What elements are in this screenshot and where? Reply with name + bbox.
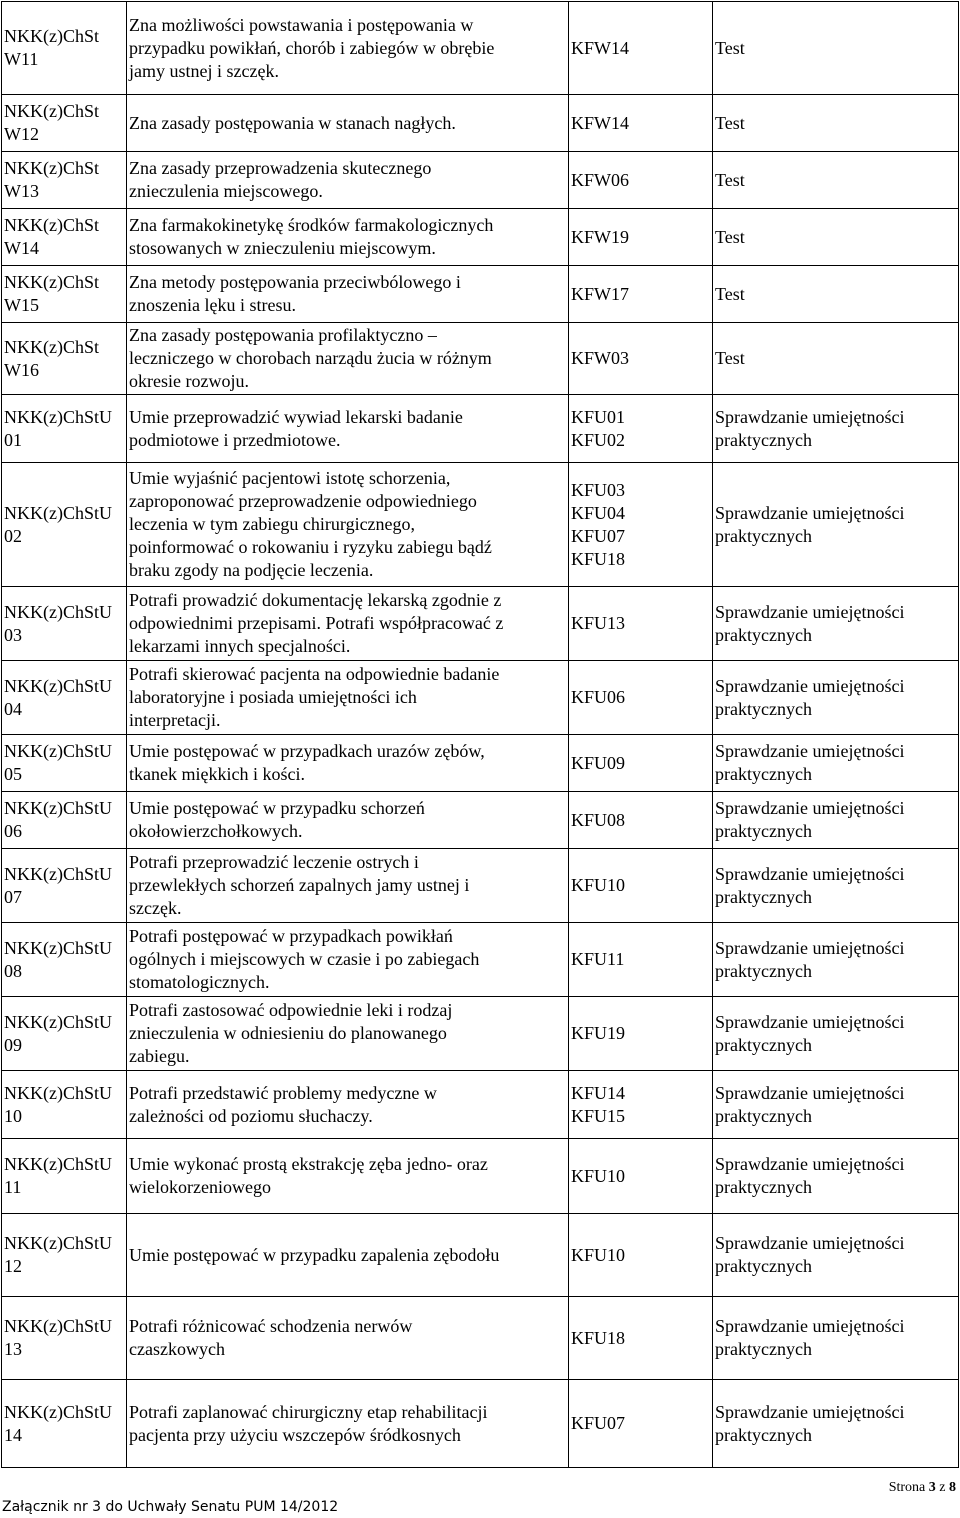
outcome-code-line: 09 <box>4 1034 22 1055</box>
outcome-code-line: 14 <box>4 1424 22 1445</box>
verification-method-line: Sprawdzanie umiejętności <box>715 1011 905 1032</box>
outcome-code-cell <box>2 997 127 1071</box>
outcome-reference-line: KFU04 <box>571 502 626 523</box>
outcome-description-line: Zna możliwości powstawania i postępowania w <box>129 14 474 35</box>
outcome-code-line: 05 <box>4 764 22 784</box>
outcome-reference-cell <box>569 923 713 997</box>
verification-method-cell <box>713 463 959 587</box>
outcome-reference-cell <box>569 95 713 152</box>
outcome-code-line: NKK(z)ChSt <box>4 215 99 235</box>
table-body <box>2 2 959 1468</box>
outcome-reference-line: KFW17 <box>571 283 629 304</box>
verification-method-line: Sprawdzanie umiejętności <box>715 406 905 427</box>
outcome-code-line: NKK(z)ChStU <box>4 601 112 622</box>
verification-method-cell <box>713 2 959 95</box>
verification-method-line: Test <box>715 226 745 247</box>
verification-method-line: Sprawdzanie umiejętności <box>715 502 905 523</box>
verification-method-line: Test <box>715 283 745 304</box>
page-prefix: Strona <box>888 1480 929 1495</box>
outcome-description-cell <box>127 463 569 587</box>
verification-method-line: praktycznych <box>715 1339 812 1359</box>
outcome-code-cell <box>2 735 127 792</box>
verification-method-cell <box>713 395 959 463</box>
verification-method-line: praktycznych <box>715 698 812 719</box>
outcome-description-line: znoszenia lęku i stresu. <box>129 295 296 315</box>
outcome-reference-cell <box>569 1071 713 1139</box>
outcome-code-line: 13 <box>4 1339 22 1359</box>
outcome-code-cell <box>2 2 127 95</box>
outcome-code-line: 12 <box>4 1256 22 1276</box>
outcome-description-line: stosowanych w znieczuleniu miejscowym. <box>129 238 436 258</box>
outcome-description-line: ogólnych i miejscowych w czasie i po zabiegach <box>129 949 480 969</box>
outcome-code-line: NKK(z)ChStU <box>4 937 112 958</box>
outcome-reference-line: KFU10 <box>571 875 626 895</box>
outcome-description-line: Umie przeprowadzić wywiad lekarski badanie <box>129 406 463 427</box>
outcome-code-line: NKK(z)ChSt <box>4 158 99 178</box>
outcome-description-line: Umie wyjaśnić pacjentowi istotę schorzenia, <box>129 468 451 488</box>
outcome-reference-line: KFW14 <box>571 37 629 58</box>
outcome-description-line: tkanek miękkich i kości. <box>129 764 305 784</box>
verification-method-cell <box>713 997 959 1071</box>
outcome-code-line: NKK(z)ChStU <box>4 502 112 523</box>
outcome-description-cell <box>127 923 569 997</box>
outcome-description-line: jamy ustnej i szczęk. <box>129 60 279 81</box>
outcome-reference-line: KFW06 <box>571 169 629 190</box>
outcome-description-line: zabiegu. <box>129 1046 190 1066</box>
outcome-code-cell <box>2 587 127 661</box>
outcome-description-line: Potrafi przeprowadzić leczenie ostrych i <box>129 852 419 872</box>
table-row <box>2 849 959 923</box>
outcome-reference-line: KFW14 <box>571 112 629 133</box>
outcome-description-line: okresie rozwoju. <box>129 371 249 391</box>
outcome-code-line: NKK(z)ChStU <box>4 675 112 696</box>
outcome-description-line: wielokorzeniowego <box>129 1177 271 1197</box>
outcome-code-cell <box>2 792 127 849</box>
outcome-reference-cell <box>569 1139 713 1214</box>
outcome-code-line: W12 <box>4 124 39 144</box>
verification-method-line: praktycznych <box>715 960 812 981</box>
outcome-description-line: przewlekłych schorzeń zapalnych jamy ustnej i <box>129 875 470 895</box>
outcome-description-cell <box>127 209 569 266</box>
outcome-reference-line: KFU18 <box>571 548 626 569</box>
outcome-description-line: Potrafi przedstawić problemy medyczne w <box>129 1082 437 1103</box>
outcome-description-line: poinformować o rokowaniu i ryzyku zabiegu bądź <box>129 537 492 557</box>
table-row <box>2 266 959 323</box>
outcome-reference-line: KFU01 <box>571 406 626 427</box>
outcome-code-line: 07 <box>4 886 22 907</box>
outcome-code-cell <box>2 95 127 152</box>
verification-method-line: praktycznych <box>715 764 812 784</box>
outcome-code-line: 02 <box>4 525 22 546</box>
outcome-code-line: W11 <box>4 49 39 69</box>
verification-method-cell <box>713 923 959 997</box>
outcome-description-cell <box>127 2 569 95</box>
verification-method-line: Sprawdzanie umiejętności <box>715 798 905 818</box>
outcome-reference-line: KFU02 <box>571 429 626 450</box>
outcome-code-line: 06 <box>4 821 22 841</box>
table-row <box>2 1139 959 1214</box>
outcome-code-cell <box>2 209 127 266</box>
outcome-code-line: NKK(z)ChStU <box>4 863 112 884</box>
outcome-reference-cell <box>569 1380 713 1468</box>
outcome-reference-cell <box>569 587 713 661</box>
table-row <box>2 2 959 95</box>
outcome-description-line: Umie wykonać prostą ekstrakcję zęba jedno- oraz <box>129 1154 488 1174</box>
verification-method-line: praktycznych <box>715 1105 812 1126</box>
outcome-description-line: Potrafi skierować pacjenta na odpowiednie badanie <box>129 664 500 684</box>
verification-method-line: Sprawdzanie umiejętności <box>715 1154 905 1174</box>
verification-method-line: praktycznych <box>715 821 812 841</box>
outcome-description-line: szczęk. <box>129 898 182 918</box>
verification-method-cell <box>713 1380 959 1468</box>
verification-method-line: praktycznych <box>715 886 812 907</box>
outcome-reference-line: KFU03 <box>571 479 626 500</box>
outcome-reference-cell <box>569 1214 713 1297</box>
outcome-code-line: W13 <box>4 181 39 201</box>
outcome-description-cell <box>127 1380 569 1468</box>
page-total: 8 <box>949 1480 956 1495</box>
verification-method-line: praktycznych <box>715 1034 812 1055</box>
table-row <box>2 152 959 209</box>
outcome-reference-line: KFU07 <box>571 1413 626 1433</box>
outcome-code-cell <box>2 923 127 997</box>
table-row <box>2 463 959 587</box>
verification-method-cell <box>713 661 959 735</box>
outcome-description-line: odpowiednimi przepisami. Potrafi współpracować z <box>129 613 504 633</box>
outcome-code-cell <box>2 152 127 209</box>
outcome-code-line: 10 <box>4 1105 22 1126</box>
outcome-reference-cell <box>569 735 713 792</box>
outcome-reference-cell <box>569 395 713 463</box>
outcome-description-line: Zna zasady postępowania w stanach nagłych. <box>129 112 456 133</box>
outcome-description-line: zależności od poziomu słuchaczy. <box>129 1105 373 1126</box>
outcome-code-cell <box>2 463 127 587</box>
outcome-description-cell <box>127 266 569 323</box>
outcome-description-cell <box>127 395 569 463</box>
outcome-code-line: NKK(z)ChStU <box>4 1154 112 1174</box>
outcome-code-cell <box>2 661 127 735</box>
outcome-code-line: 03 <box>4 624 22 645</box>
outcome-code-line: NKK(z)ChSt <box>4 336 99 357</box>
outcome-description-line: leczenia w tym zabiegu chirurgicznego, <box>129 514 416 534</box>
verification-method-line: praktycznych <box>715 429 812 450</box>
table-row <box>2 661 959 735</box>
outcome-description-cell <box>127 1139 569 1214</box>
outcome-reference-line: KFU10 <box>571 1244 626 1265</box>
outcome-code-cell <box>2 1297 127 1380</box>
outcome-code-line: 01 <box>4 429 22 450</box>
outcome-code-line: 11 <box>4 1177 22 1197</box>
verification-method-cell <box>713 323 959 395</box>
outcome-description-line: Umie postępować w przypadkach urazów zębów, <box>129 741 485 761</box>
outcome-reference-line: KFU07 <box>571 525 626 546</box>
outcome-description-cell <box>127 735 569 792</box>
outcome-description-line: stomatologicznych. <box>129 972 270 992</box>
outcome-reference-line: KFU13 <box>571 613 626 633</box>
outcome-code-cell <box>2 395 127 463</box>
outcome-reference-line: KFU08 <box>571 809 626 830</box>
verification-method-line: Sprawdzanie umiejętności <box>715 1082 905 1103</box>
outcome-description-line: Potrafi zaplanować chirurgiczny etap rehabilitacji <box>129 1401 488 1422</box>
outcome-reference-line: KFW03 <box>571 348 629 368</box>
outcome-reference-cell <box>569 849 713 923</box>
table-row <box>2 923 959 997</box>
outcome-code-line: 04 <box>4 698 22 719</box>
verification-method-cell <box>713 1214 959 1297</box>
outcome-reference-cell <box>569 2 713 95</box>
outcome-description-cell <box>127 95 569 152</box>
outcome-code-cell <box>2 1071 127 1139</box>
outcome-description-line: braku zgody na podjęcie leczenia. <box>129 560 374 580</box>
verification-method-line: Test <box>715 348 745 368</box>
verification-method-line: praktycznych <box>715 1424 812 1445</box>
verification-method-cell <box>713 735 959 792</box>
outcome-code-line: NKK(z)ChStU <box>4 1011 112 1032</box>
verification-method-cell <box>713 1071 959 1139</box>
table-row <box>2 323 959 395</box>
outcome-description-cell <box>127 661 569 735</box>
outcome-reference-cell <box>569 997 713 1071</box>
outcome-description-line: leczniczego w chorobach narządu żucia w różnym <box>129 348 492 368</box>
outcome-description-cell <box>127 1071 569 1139</box>
outcome-description-line: okołowierzchołkowych. <box>129 821 303 841</box>
outcome-description-line: Potrafi zastosować odpowiednie leki i rodzaj <box>129 1000 453 1020</box>
verification-method-line: praktycznych <box>715 525 812 546</box>
footer-attachment-note: Załącznik nr 3 do Uchwały Senatu PUM 14/2012 <box>2 1499 339 1515</box>
verification-method-line: praktycznych <box>715 1177 812 1197</box>
outcome-code-line: NKK(z)ChStU <box>4 1082 112 1103</box>
outcome-reference-cell <box>569 1297 713 1380</box>
outcome-code-line: W15 <box>4 295 39 315</box>
outcome-code-line: NKK(z)ChStU <box>4 741 112 761</box>
outcome-reference-line: KFW19 <box>571 226 629 247</box>
table-row <box>2 95 959 152</box>
outcome-description-line: interpretacji. <box>129 710 221 730</box>
outcome-code-line: NKK(z)ChSt <box>4 101 99 121</box>
outcome-description-cell <box>127 849 569 923</box>
outcome-description-line: zaproponować przeprowadzenie odpowiedniego <box>129 491 477 511</box>
outcome-code-cell <box>2 1214 127 1297</box>
outcome-description-line: lekarzami innych specjalności. <box>129 636 351 656</box>
outcome-description-line: laboratoryjne i posiada umiejętności ich <box>129 687 417 707</box>
outcome-description-cell <box>127 152 569 209</box>
outcome-reference-cell <box>569 463 713 587</box>
outcome-description-line: Zna farmakokinetykę środków farmakologicznych <box>129 215 494 235</box>
outcome-reference-line: KFU14 <box>571 1082 626 1103</box>
verification-method-line: Test <box>715 169 745 190</box>
outcome-description-line: Umie postępować w przypadku schorzeń <box>129 798 425 818</box>
table-row <box>2 1380 959 1468</box>
outcome-reference-line: KFU10 <box>571 1165 626 1186</box>
table-row <box>2 792 959 849</box>
outcome-reference-line: KFU15 <box>571 1105 626 1126</box>
outcome-description-cell <box>127 323 569 395</box>
page-number <box>889 1480 956 1496</box>
verification-method-line: Sprawdzanie umiejętności <box>715 937 905 958</box>
outcome-code-line: 08 <box>4 960 22 981</box>
outcome-description-line: Potrafi postępować w przypadkach powikłań <box>129 926 453 946</box>
outcome-description-line: Zna zasady postępowania profilaktyczno – <box>129 325 437 345</box>
verification-method-line: Test <box>715 112 745 133</box>
outcome-description-line: czaszkowych <box>129 1339 225 1359</box>
verification-method-line: praktycznych <box>715 1256 812 1276</box>
page-current: 3 <box>928 1480 936 1495</box>
outcome-reference-line: KFU19 <box>571 1023 626 1043</box>
outcome-description-line: Umie postępować w przypadku zapalenia zębodołu <box>129 1244 500 1265</box>
outcome-code-line: NKK(z)ChSt <box>4 272 99 292</box>
outcome-reference-cell <box>569 266 713 323</box>
verification-method-cell <box>713 792 959 849</box>
verification-method-line: Sprawdzanie umiejętności <box>715 675 905 696</box>
verification-method-cell <box>713 152 959 209</box>
verification-method-line: praktycznych <box>715 624 812 645</box>
outcome-code-line: NKK(z)ChSt <box>4 26 99 46</box>
outcome-code-cell <box>2 266 127 323</box>
table-row <box>2 587 959 661</box>
outcome-reference-line: KFU06 <box>571 687 626 707</box>
outcome-description-line: przypadku powikłań, chorób i zabiegów w obrębie <box>129 37 495 58</box>
table-row <box>2 1297 959 1380</box>
outcome-reference-cell <box>569 209 713 266</box>
outcome-description-line: Zna zasady przeprowadzenia skutecznego <box>129 158 432 178</box>
verification-method-cell <box>713 587 959 661</box>
outcome-code-line: NKK(z)ChStU <box>4 406 112 427</box>
verification-method-cell <box>713 1297 959 1380</box>
outcome-reference-cell <box>569 323 713 395</box>
outcome-reference-cell <box>569 661 713 735</box>
outcome-code-line: NKK(z)ChStU <box>4 1401 112 1422</box>
outcome-description-line: Potrafi prowadzić dokumentację lekarską zgodnie z <box>129 590 502 610</box>
table-row <box>2 209 959 266</box>
outcome-description-cell <box>127 1297 569 1380</box>
outcome-code-line: W16 <box>4 359 39 380</box>
table-row <box>2 395 959 463</box>
outcome-code-line: W14 <box>4 238 39 258</box>
outcome-reference-cell <box>569 792 713 849</box>
outcome-description-cell <box>127 587 569 661</box>
verification-method-line: Test <box>715 37 745 58</box>
verification-method-line: Sprawdzanie umiejętności <box>715 1316 905 1336</box>
table-row <box>2 997 959 1071</box>
verification-method-line: Sprawdzanie umiejętności <box>715 1233 905 1253</box>
outcome-description-line: Zna metody postępowania przeciwbólowego i <box>129 272 461 292</box>
outcome-description-line: podmiotowe i przedmiotowe. <box>129 429 341 450</box>
outcome-description-cell <box>127 997 569 1071</box>
verification-method-cell <box>713 209 959 266</box>
outcome-description-cell <box>127 1214 569 1297</box>
table-row <box>2 735 959 792</box>
outcome-code-cell <box>2 323 127 395</box>
outcome-reference-cell <box>569 152 713 209</box>
verification-method-line: Sprawdzanie umiejętności <box>715 741 905 761</box>
outcome-code-line: NKK(z)ChStU <box>4 798 112 818</box>
table-row <box>2 1071 959 1139</box>
learning-outcomes-table <box>1 1 959 1468</box>
outcome-code-cell <box>2 1380 127 1468</box>
outcome-reference-line: KFU18 <box>571 1327 626 1348</box>
page-separator: z <box>935 1480 949 1495</box>
verification-method-line: Sprawdzanie umiejętności <box>715 863 905 884</box>
outcome-description-line: pacjenta przy użyciu wszczepów śródkosnych <box>129 1424 461 1445</box>
verification-method-cell <box>713 849 959 923</box>
outcome-description-line: znieczulenia w odniesieniu do planowanego <box>129 1023 447 1043</box>
verification-method-line: Sprawdzanie umiejętności <box>715 1401 905 1422</box>
verification-method-line: Sprawdzanie umiejętności <box>715 601 905 622</box>
outcome-code-cell <box>2 1139 127 1214</box>
outcome-code-line: NKK(z)ChStU <box>4 1316 112 1336</box>
outcome-description-cell <box>127 792 569 849</box>
verification-method-cell <box>713 1139 959 1214</box>
table-row <box>2 1214 959 1297</box>
verification-method-cell <box>713 95 959 152</box>
outcome-code-line: NKK(z)ChStU <box>4 1233 112 1253</box>
outcome-description-line: znieczulenia miejscowego. <box>129 181 323 201</box>
verification-method-cell <box>713 266 959 323</box>
outcome-reference-line: KFU09 <box>571 752 626 773</box>
outcome-reference-line: KFU11 <box>571 949 625 969</box>
outcome-code-cell <box>2 849 127 923</box>
outcome-description-line: Potrafi różnicować schodzenia nerwów <box>129 1316 413 1336</box>
